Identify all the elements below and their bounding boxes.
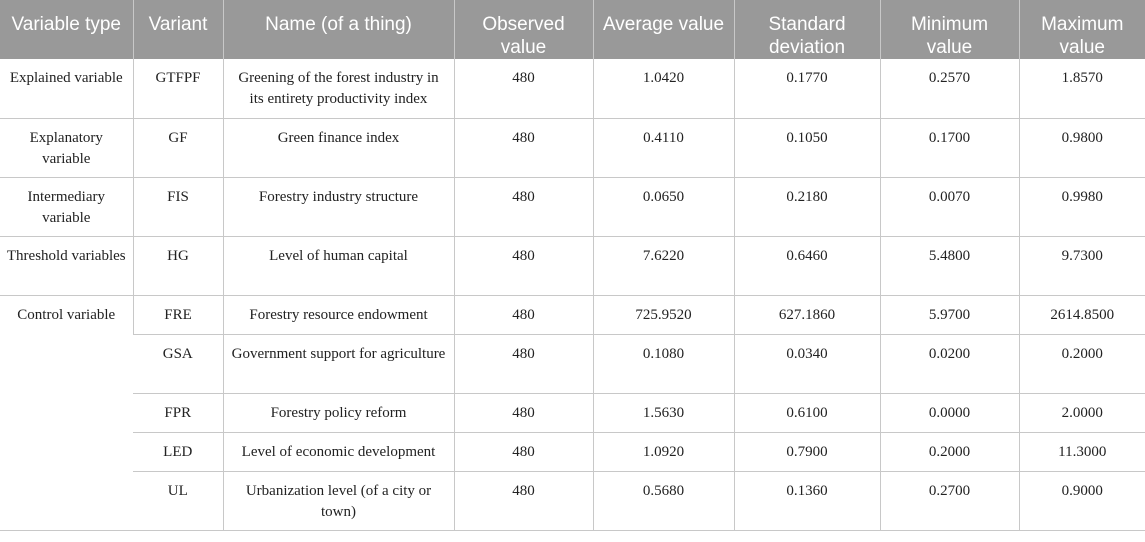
cell-variable-type: Threshold variables	[0, 236, 133, 295]
table-row	[0, 295, 1145, 334]
cell-observed-value: 480	[454, 118, 593, 177]
cell-variable-type: Explained variable	[0, 59, 133, 118]
cell-maximum-value: 0.9800	[1019, 118, 1145, 177]
table-row	[0, 177, 1145, 236]
cell-variant: FPR	[133, 393, 223, 432]
cell-average-value: 0.5680	[593, 471, 734, 530]
table-row	[0, 334, 1145, 393]
cell-maximum-value: 0.2000	[1019, 334, 1145, 393]
header-name: Name (of a thing)	[223, 0, 454, 59]
table-row	[0, 471, 1145, 530]
cell-minimum-value: 5.9700	[880, 295, 1019, 334]
table-row	[0, 59, 1145, 118]
cell-name: Level of economic development	[223, 432, 454, 471]
cell-name: Forestry policy reform	[223, 393, 454, 432]
cell-average-value: 7.6220	[593, 236, 734, 295]
cell-average-value: 1.0920	[593, 432, 734, 471]
cell-maximum-value: 2614.8500	[1019, 295, 1145, 334]
cell-standard-deviation: 627.1860	[734, 295, 880, 334]
cell-average-value: 1.0420	[593, 59, 734, 118]
cell-variant: UL	[133, 471, 223, 530]
header-variable-type: Variable type	[0, 0, 133, 59]
cell-name: Level of human capital	[223, 236, 454, 295]
cell-observed-value: 480	[454, 432, 593, 471]
cell-maximum-value: 9.7300	[1019, 236, 1145, 295]
cell-name: Forestry industry structure	[223, 177, 454, 236]
cell-average-value: 0.1080	[593, 334, 734, 393]
cell-average-value: 0.4110	[593, 118, 734, 177]
cell-maximum-value: 1.8570	[1019, 59, 1145, 118]
cell-average-value: 725.9520	[593, 295, 734, 334]
cell-average-value: 0.0650	[593, 177, 734, 236]
cell-name: Urbanization level (of a city or town)	[223, 471, 454, 530]
cell-variant: LED	[133, 432, 223, 471]
header-minimum-value: Minimum value	[880, 0, 1019, 59]
cell-name: Green finance index	[223, 118, 454, 177]
table-row	[0, 393, 1145, 432]
cell-observed-value: 480	[454, 295, 593, 334]
header-maximum-value: Maximum value	[1019, 0, 1145, 59]
cell-variant: FIS	[133, 177, 223, 236]
cell-observed-value: 480	[454, 393, 593, 432]
cell-name: Government support for agriculture	[223, 334, 454, 393]
cell-observed-value: 480	[454, 59, 593, 118]
cell-standard-deviation: 0.6460	[734, 236, 880, 295]
cell-minimum-value: 0.0200	[880, 334, 1019, 393]
cell-minimum-value: 0.0070	[880, 177, 1019, 236]
cell-observed-value: 480	[454, 334, 593, 393]
cell-maximum-value: 0.9000	[1019, 471, 1145, 530]
table-row	[0, 236, 1145, 295]
header-variant: Variant	[133, 0, 223, 59]
cell-name: Greening of the forest industry in its entirety productivity index	[223, 59, 454, 118]
cell-variant: GF	[133, 118, 223, 177]
cell-variant: HG	[133, 236, 223, 295]
cell-standard-deviation: 0.1360	[734, 471, 880, 530]
cell-maximum-value: 0.9980	[1019, 177, 1145, 236]
cell-standard-deviation: 0.2180	[734, 177, 880, 236]
cell-maximum-value: 2.0000	[1019, 393, 1145, 432]
table-row	[0, 118, 1145, 177]
cell-name: Forestry resource endowment	[223, 295, 454, 334]
cell-minimum-value: 0.2700	[880, 471, 1019, 530]
cell-standard-deviation: 0.1050	[734, 118, 880, 177]
cell-minimum-value: 0.2570	[880, 59, 1019, 118]
table-row	[0, 432, 1145, 471]
cell-standard-deviation: 0.7900	[734, 432, 880, 471]
header-row	[0, 0, 1145, 59]
cell-variant: GSA	[133, 334, 223, 393]
cell-standard-deviation: 0.1770	[734, 59, 880, 118]
cell-variant: GTFPF	[133, 59, 223, 118]
cell-variant: FRE	[133, 295, 223, 334]
cell-observed-value: 480	[454, 177, 593, 236]
cell-standard-deviation: 0.6100	[734, 393, 880, 432]
header-standard-deviation: Standard deviation	[734, 0, 880, 59]
header-average-value: Average value	[593, 0, 734, 59]
cell-minimum-value: 0.0000	[880, 393, 1019, 432]
cell-variable-type: Explanatory variable	[0, 118, 133, 177]
cell-standard-deviation: 0.0340	[734, 334, 880, 393]
cell-minimum-value: 0.2000	[880, 432, 1019, 471]
cell-variable-type: Intermediary variable	[0, 177, 133, 236]
cell-average-value: 1.5630	[593, 393, 734, 432]
cell-minimum-value: 5.4800	[880, 236, 1019, 295]
cell-minimum-value: 0.1700	[880, 118, 1019, 177]
header-observed-value: Observed value	[454, 0, 593, 59]
cell-observed-value: 480	[454, 471, 593, 530]
cell-observed-value: 480	[454, 236, 593, 295]
cell-maximum-value: 11.3000	[1019, 432, 1145, 471]
cell-variable-type: Control variable	[0, 295, 133, 530]
